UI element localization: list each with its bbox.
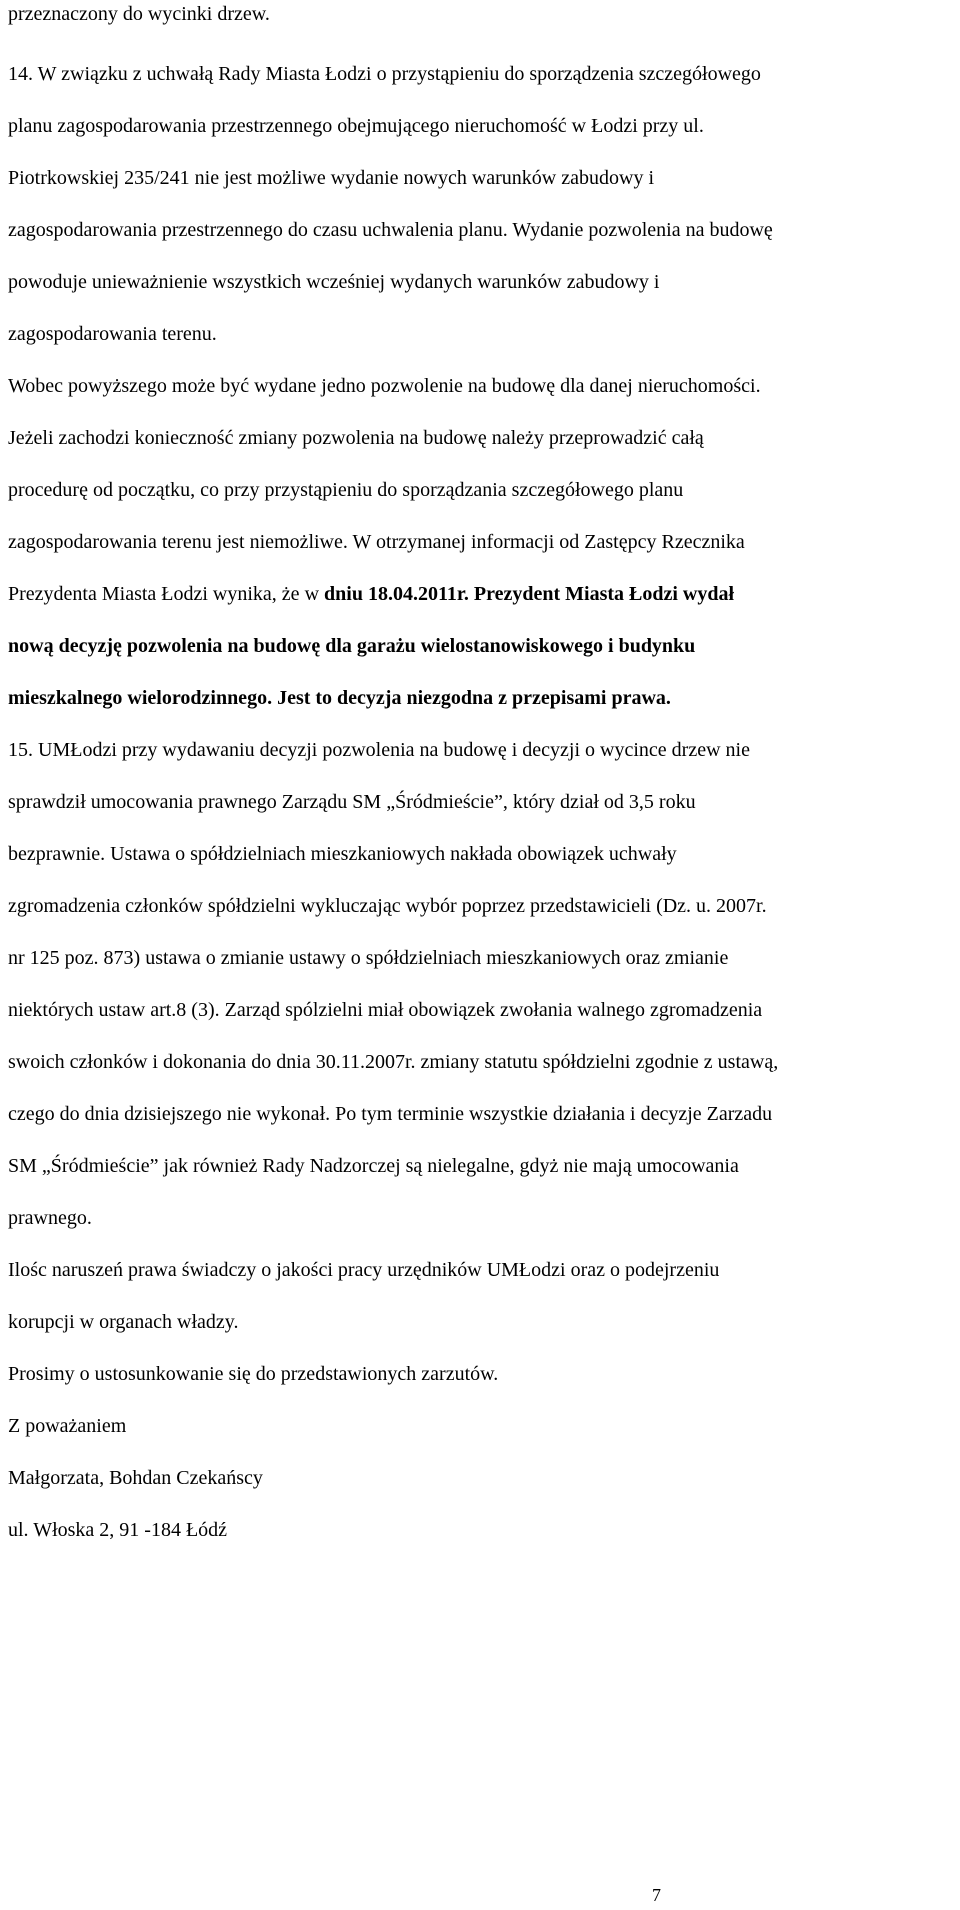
text-line: planu zagospodarowania przestrzennego obejmującego nieruchomość w Łodzi przy ul. <box>8 115 704 137</box>
bold-text-run: dniu 18.04.2011r. Prezydent Miasta Łodzi wydał <box>324 583 735 605</box>
text-line: korupcji w organach władzy. <box>8 1311 239 1333</box>
bold-text-line: nową decyzję pozwolenia na budowę dla garażu wielostanowiskowego i budynku <box>8 635 696 657</box>
bold-text-line: mieszkalnego wielorodzinnego. Jest to decyzja niezgodna z przepisami prawa. <box>8 687 671 709</box>
text-line: nr 125 poz. 873) ustawa o zmianie ustawy o spółdzielniach mieszkaniowych oraz zmianie <box>8 947 729 969</box>
sender-address: ul. Włoska 2, 91 -184 Łódź <box>8 1519 228 1541</box>
text-line: przeznaczony do wycinki drzew. <box>8 3 270 25</box>
text-line: Ilośc naruszeń prawa świadczy o jakości pracy urzędników UMŁodzi oraz o podejrzeniu <box>8 1259 720 1281</box>
text-line: Prosimy o ustosunkowanie się do przedstawionych zarzutów. <box>8 1363 499 1385</box>
text-line: niektórych ustaw art.8 (3). Zarząd spólzielni miał obowiązek zwołania walnego zgromadzenia <box>8 999 763 1021</box>
text-line: 15. UMŁodzi przy wydawaniu decyzji pozwolenia na budowę i decyzji o wycince drzew nie <box>8 739 750 761</box>
text-line: czego do dnia dzisiejszego nie wykonał. Po tym terminie wszystkie działania i decyzje Zarzadu <box>8 1103 773 1125</box>
text-line: bezprawnie. Ustawa o spółdzielniach mieszkaniowych nakłada obowiązek uchwały <box>8 843 677 865</box>
page-number: 7 <box>652 1885 661 1905</box>
signature-names: Małgorzata, Bohdan Czekańscy <box>8 1467 263 1489</box>
text-line: Piotrkowskiej 235/241 nie jest możliwe wydanie nowych warunków zabudowy i <box>8 167 654 189</box>
text-line: zagospodarowania terenu jest niemożliwe. W otrzymanej informacji od Zastępcy Rzecznika <box>8 531 745 553</box>
text-line: zagospodarowania przestrzennego do czasu uchwalenia planu. Wydanie pozwolenia na budowę <box>8 219 773 241</box>
text-line: 14. W związku z uchwałą Rady Miasta Łodzi o przystąpieniu do sporządzenia szczegółowego <box>8 63 761 85</box>
text-line: zagospodarowania terenu. <box>8 323 217 345</box>
text-line: sprawdził umocowania prawnego Zarządu SM „Śródmieście”, który dział od 3,5 roku <box>8 791 696 813</box>
text-line: zgromadzenia członków spółdzielni wykluczając wybór poprzez przedstawicieli (Dz. u. 2007r. <box>8 895 767 917</box>
text-line: powoduje unieważnienie wszystkich wcześniej wydanych warunków zabudowy i <box>8 271 660 293</box>
text-line: Jeżeli zachodzi konieczność zmiany pozwolenia na budowę należy przeprowadzić całą <box>8 427 704 449</box>
text-line-mixed <box>8 582 734 606</box>
text-line: prawnego. <box>8 1207 92 1229</box>
text-line: SM „Śródmieście” jak również Rady Nadzorczej są nielegalne, gdyż nie mają umocowania <box>8 1155 739 1177</box>
text-line: swoich członków i dokonania do dnia 30.11.2007r. zmiany statutu spółdzielni zgodnie z ustawą, <box>8 1051 779 1073</box>
text-line: procedurę od początku, co przy przystąpieniu do sporządzania szczegółowego planu <box>8 479 684 501</box>
text-run: Prezydenta Miasta Łodzi wynika, że w <box>8 583 325 605</box>
closing-salutation: Z poważaniem <box>8 1415 127 1437</box>
text-line: Wobec powyższego może być wydane jedno pozwolenie na budowę dla danej nieruchomości. <box>8 375 761 397</box>
